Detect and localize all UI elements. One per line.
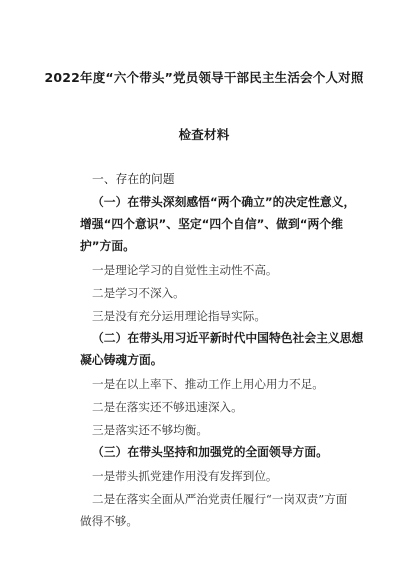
- subsection-1-item-1: 一是理论学习的自觉性主动性不高。: [92, 263, 278, 277]
- subsection-1-heading-line3: 护”方面。: [80, 239, 135, 253]
- subsection-1-heading-line2: 增强“四个意识”、坚定“四个自信”、做到“两个维: [80, 217, 343, 231]
- subsection-3-heading: （三）在带头坚持和加强党的全面领导方面。: [92, 445, 328, 459]
- subsection-1-heading-line1: （一）在带头深刻感悟“两个确立”的决定性意义，: [92, 195, 356, 209]
- subsection-2-item-1: 一是在以上率下、推动工作上用心用力不足。: [92, 377, 324, 391]
- subsection-3-item-2-line2: 做得不够。: [80, 514, 138, 528]
- subsection-1-item-3: 三是没有充分运用理论指导实际。: [92, 309, 266, 323]
- subsection-2-heading-line1: （二）在带头用习近平新时代中国特色社会主义思想: [92, 331, 364, 345]
- subsection-1-item-2: 二是学习不深入。: [92, 286, 185, 300]
- section-heading-problems: 一、存在的问题: [92, 172, 175, 186]
- subsection-3-item-1: 一是带头抓党建作用没有发挥到位。: [92, 469, 278, 483]
- subsection-2-item-2: 二是在落实还不够迅速深入。: [92, 400, 243, 414]
- subsection-3-item-2-line1: 二是在落实全面从严治党责任履行“一岗双责”方面: [92, 492, 348, 506]
- subsection-2-heading-line2: 凝心铸魂方面。: [80, 353, 163, 367]
- document-title-line1: 2022年度“六个带头”党员领导干部民主生活会个人对照: [44, 70, 364, 85]
- document-title-line2: 检查材料: [178, 127, 230, 142]
- subsection-2-item-3: 三是落实还不够均衡。: [92, 423, 208, 437]
